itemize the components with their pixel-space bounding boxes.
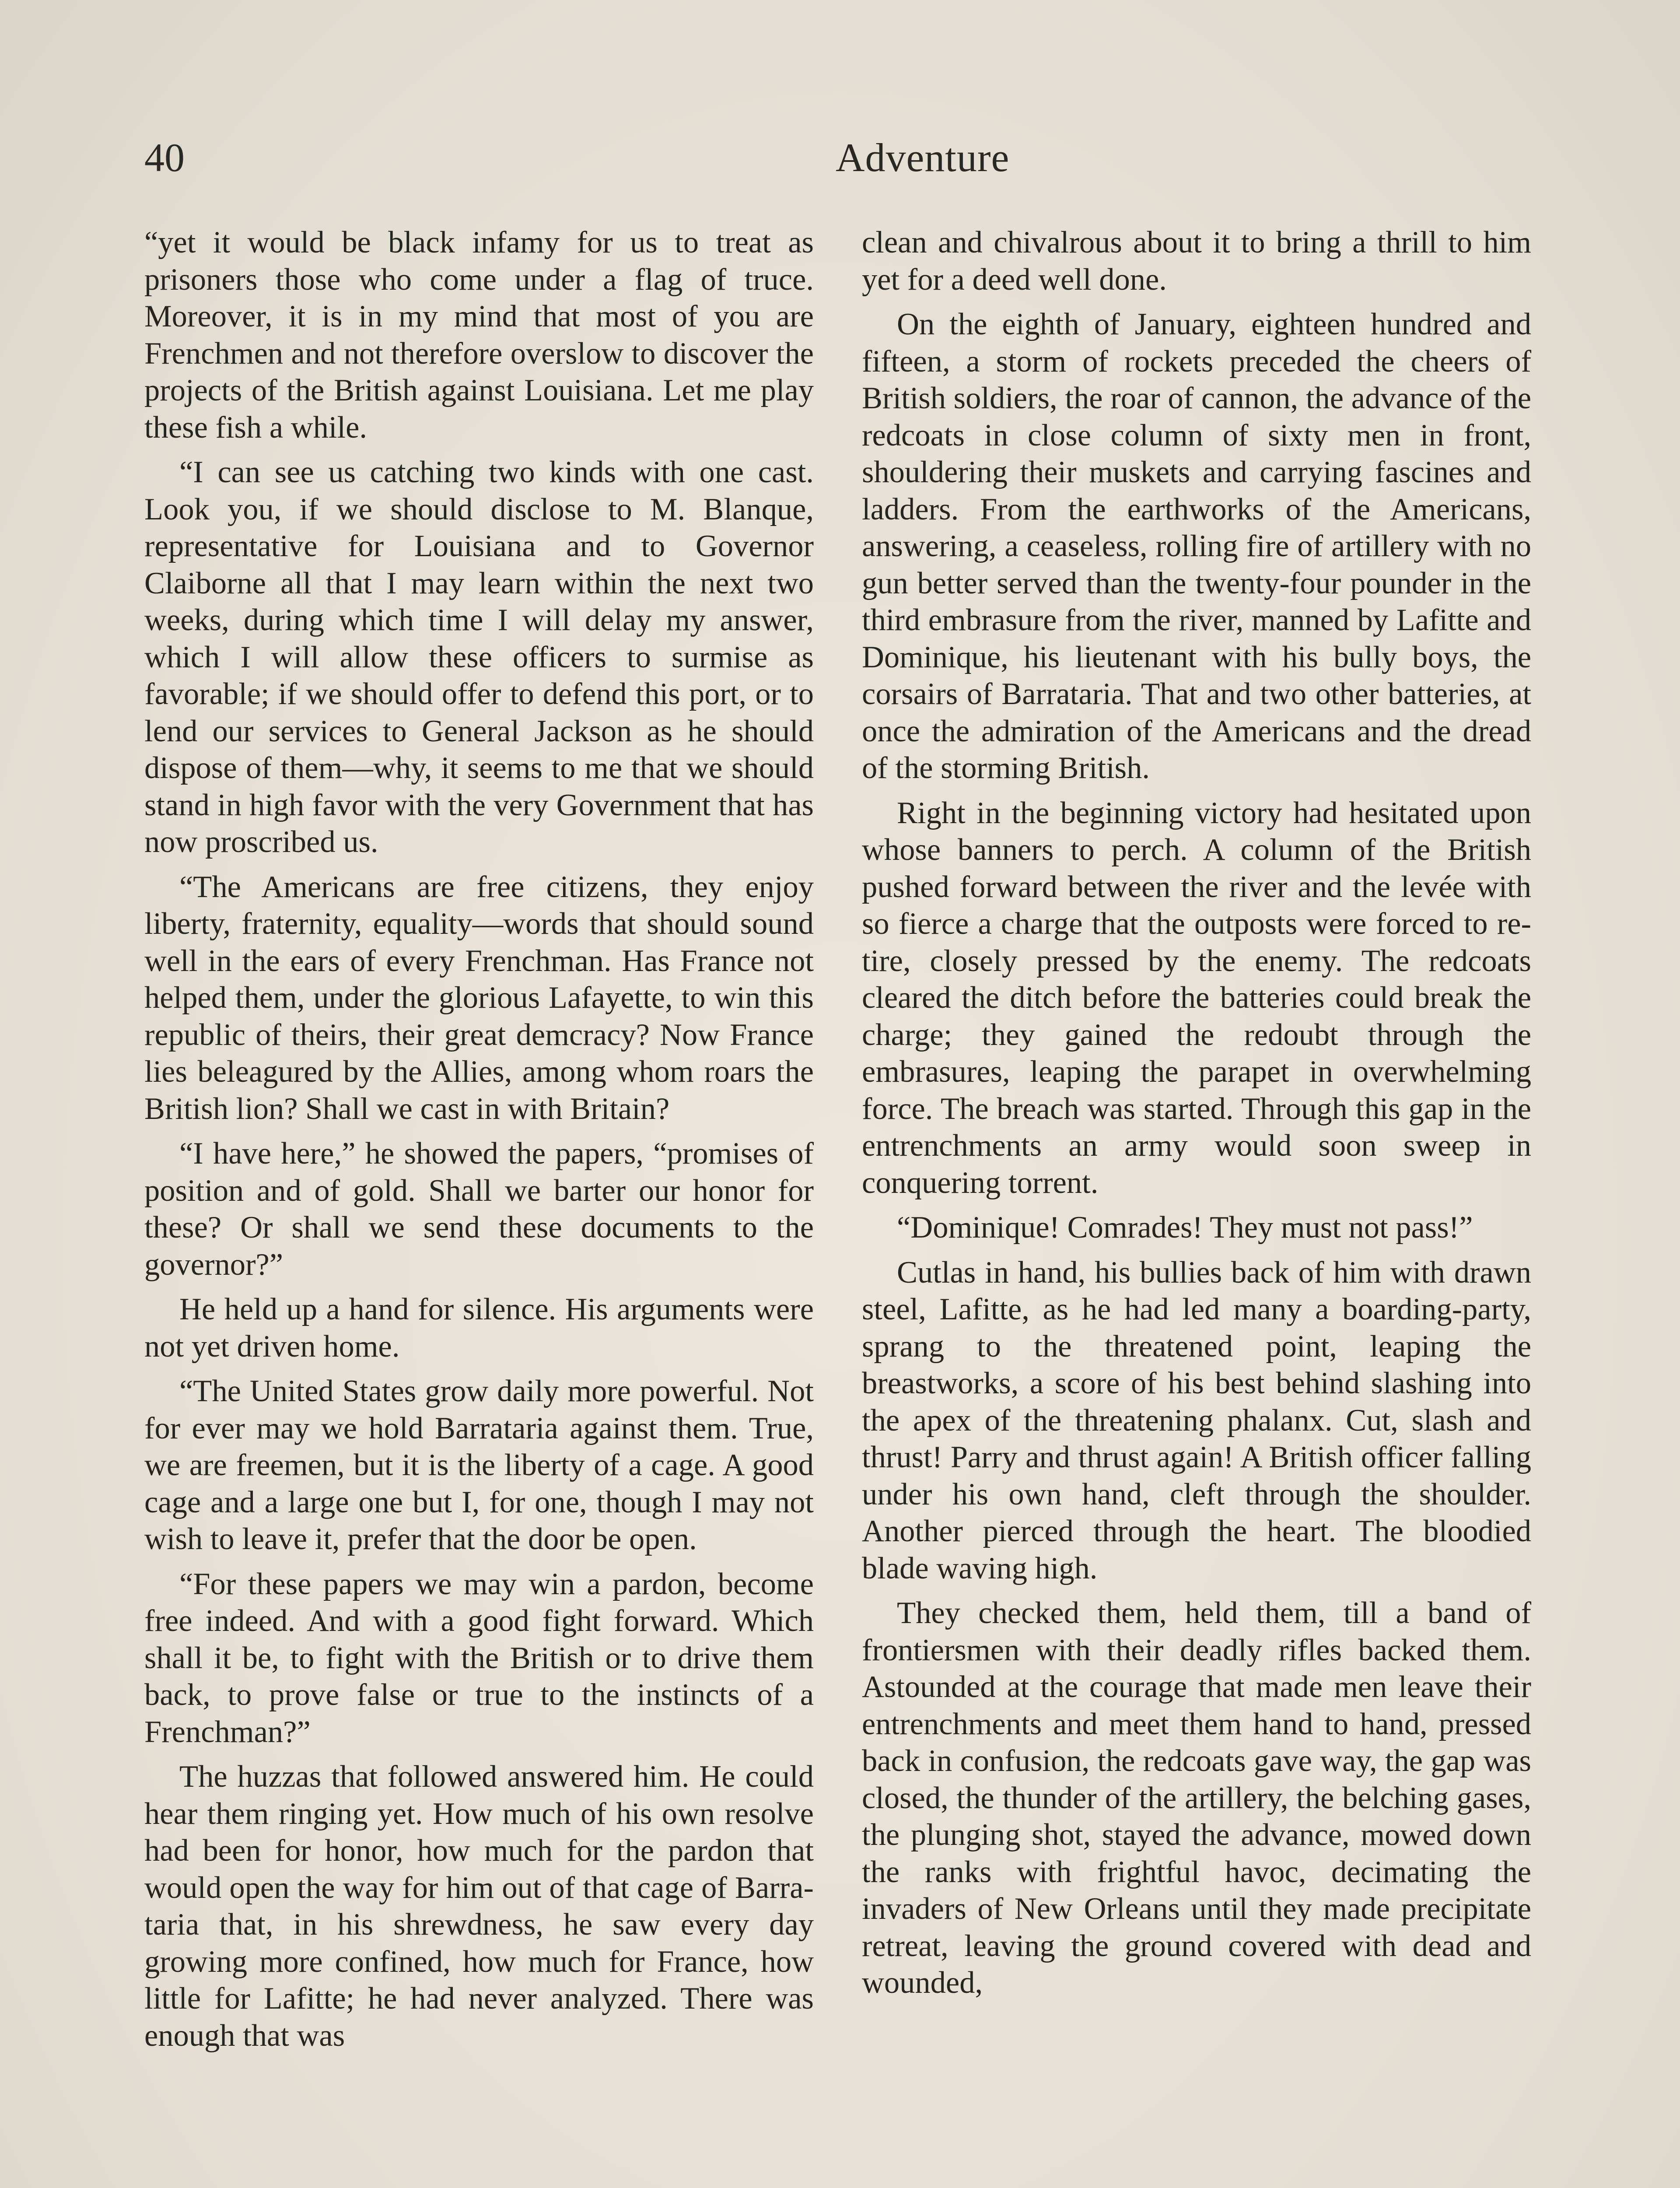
paragraph: They checked them, held them, till a band of frontiersmen with their deadly rifles backed them. Astounded at the courage that made men leave their entrenchments and meet them hand to hand, pressed back in confusion, the redcoats gave way, the gap was closed, the thunder of the artillery, the belching gases, the plunging shot, stayed the advance, mowed down the ranks with frightful havoc, decimating the invaders of New Orleans until they made precipitate retreat, leaving the ground covered with dead and wounded, [862, 1596, 1531, 2000]
page-header [144, 127, 1536, 188]
paragraph: “yet it would be black infamy for us to treat as prisoners those who come under a flag of truce. Moreover, it is in my mind that most of you are Frenchmen and not therefore overslow to discover the projects of the British against Louisiana. Let me play these fish a while. [144, 225, 814, 445]
paragraph: Right in the beginning victory had hesitated upon whose banners to perch. A column of the British pushed forward between the river and the levée with so fierce a charge that the outposts were forced to retire, closely pressed by the enemy. The redcoats cleared the ditch before the batteries could break the charge; they gained the redoubt through the embrasures, leaping the parapet in overwhelming force. The breach was started. Through this gap in the entrenchments an army would soon sweep in conquering torrent. [862, 796, 1531, 1200]
paragraph: The huzzas that followed answered him. He could hear them ringing yet. How much of his own resolve had been for honor, how much for the pardon that would open the way for him out of that cage of Barrataria that, in his shrewdness, he saw every day growing more confined, how much for France, how little for Lafitte; he had never analyzed. There was enough that was [144, 1760, 814, 2053]
page-number: 40 [144, 135, 185, 180]
left-column [144, 224, 814, 2188]
paragraph: “For these papers we may win a pardon, become free indeed. And with a good fight forward. Which shall it be, to fight with the British or to drive them back, to prove false or true to the instincts of a Frenchman?” [144, 1567, 814, 1749]
paragraph: He held up a hand for silence. His arguments were not yet driven home. [144, 1292, 814, 1364]
paragraph: On the eighth of January, eighteen hundred and fifteen, a storm of rockets preceded the cheers of British soldiers, the roar of cannon, the advance of the redcoats in close column of sixty men in front, shouldering their muskets and carrying fascines and ladders. From the earthworks of the Americans, answering, a ceaseless, rolling fire of artillery with no gun better served than the twenty-four pounder in the third embrasure from the river, manned by Lafitte and Dominique, his lieutenant with his bully boys, the corsairs of Barrataria. That and two other batteries, at once the admiration of the Americans and the dread of the storming British. [862, 307, 1531, 785]
right-column [862, 224, 1531, 2188]
paragraph: clean and chivalrous about it to bring a thrill to him yet for a deed well done. [862, 225, 1531, 297]
paragraph: “The Americans are free citizens, they enjoy liberty, fraternity, equality—words that should sound well in the ears of every Frenchman. Has France not helped them, under the glorious Lafayette, to win this republic of theirs, their great demcracy? Now France lies beleagured by the Allies, among whom roars the British lion? Shall we cast in with Britain? [144, 870, 814, 1126]
paragraph: Cutlas in hand, his bullies back of him with drawn steel, Lafitte, as he had led many a boarding-party, sprang to the threatened point, leaping the breastworks, a score of his best behind slashing into the apex of the threatening phalanx. Cut, slash and thrust! Parry and thrust again! A British officer falling under his own hand, cleft through the shoulder. Another pierced through the heart. The bloodied blade waving high. [862, 1255, 1531, 1585]
running-head: Adventure [836, 135, 1010, 180]
paragraph: “I have here,” he showed the papers, “promises of position and of gold. Shall we barter our honor for these? Or shall we send these documents to the governor?” [144, 1136, 814, 1282]
paragraph: “I can see us catching two kinds with one cast. Look you, if we should disclose to M. Blanque, representative for Louisiana and to Governor Claiborne all that I may learn within the next two weeks, during which time I will delay my answer, which I will allow these officers to surmise as favorable; if we should offer to defend this port, or to lend our services to General Jackson as he should dispose of them—why, it seems to me that we should stand in high favor with the very Government that has now proscribed us. [144, 455, 814, 859]
paragraph: “Dominique! Comrades! They must not pass!” [897, 1210, 1473, 1245]
paragraph: “The United States grow daily more powerful. Not for ever may we hold Barrataria against them. True, we are freemen, but it is the liberty of a cage. A good cage and a large one but I, for one, though I may not wish to leave it, prefer that the door be open. [144, 1374, 814, 1556]
